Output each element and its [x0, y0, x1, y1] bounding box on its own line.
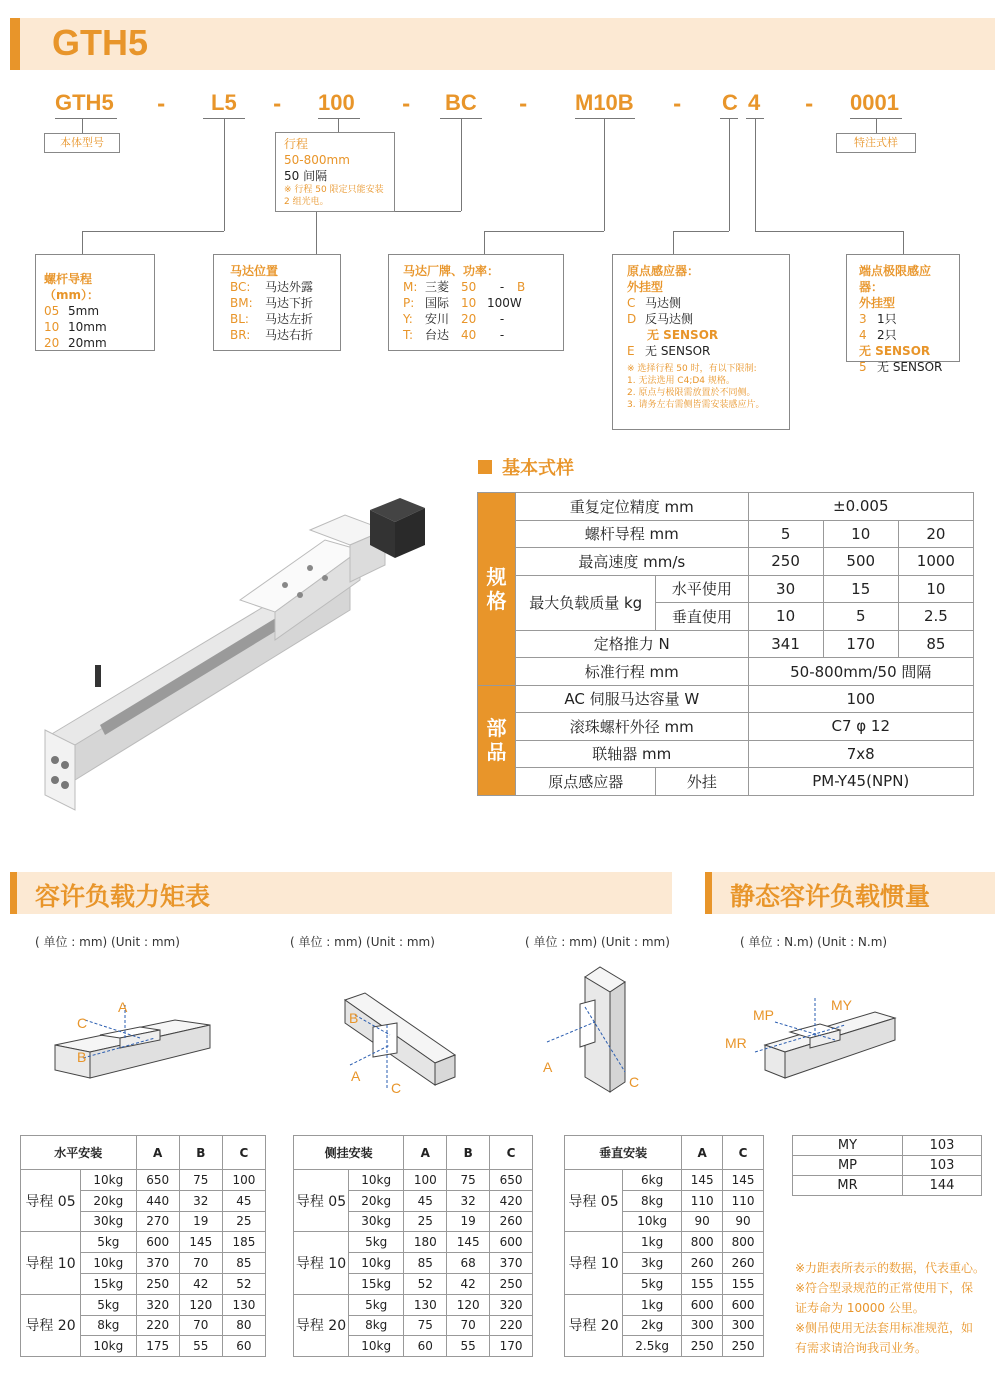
special-spec-label: 特注式样 — [836, 133, 916, 153]
svg-text:B: B — [349, 1010, 359, 1026]
model-seg-body: GTH5 — [55, 90, 114, 115]
side-mount-diagram — [335, 985, 475, 1100]
model-dash: - — [157, 92, 166, 116]
model-dash: - — [273, 92, 282, 116]
header-bar — [10, 18, 995, 70]
model-seg-motor: M10B — [575, 90, 634, 115]
header-accent — [10, 18, 20, 70]
lead-box: 螺杆导程（mm）： 05 5mm 10 10mm 20 20mm — [35, 254, 155, 351]
origin-sensor-box: 原点感应器： 外挂型 C 马达侧 D 反马达侧 无 SENSOR E 无 SENSOR ※ 选择行程 50 时，有以下限制: 1. 无法选用 C4;D4 规格。 2. 原点与极限需放置於不同侧。 3. 请务左右需侧皆需安装感应片。 — [612, 254, 790, 430]
inertia-section-title: 静态容许负载惯量 — [730, 882, 931, 911]
svg-text:MP: MP — [753, 1007, 774, 1023]
svg-text:MY: MY — [831, 997, 852, 1013]
unit-label: ( 单位 : N.m) (Unit : N.m) — [740, 935, 888, 949]
spec-label: 重复定位精度 mm — [516, 493, 748, 521]
svg-text:MR: MR — [725, 1035, 747, 1051]
svg-text:A: A — [351, 1068, 361, 1084]
motor-brand-box: 马达厂牌、功率： M: 三菱 50 - B P: 国际 10 100W Y: 安川 20 - T: 台达 40 - — [388, 254, 564, 351]
spec-side-label: 规格 — [478, 493, 516, 686]
diagram-label-a: A — [118, 999, 128, 1015]
diagram-label-c: C — [77, 1015, 88, 1031]
static-moment-table: MY 103 MP 103 MR 144 — [792, 1135, 982, 1196]
diagram-label-b: B — [77, 1049, 87, 1065]
inertia-section-accent — [705, 872, 712, 914]
page-title: GTH5 — [52, 22, 149, 63]
model-seg-stroke: 100 — [318, 90, 355, 115]
unit-label: ( 单位 : mm) (Unit : mm) — [35, 935, 180, 949]
spec-table: 规格 重复定位精度 mm ±0.005 螺杆导程 mm 5 10 20 最高速度 mm/s 250 500 1000 最大负载质量 kg 水平使用 30 15 10 垂直使用 10 5 2.5 定格推力 N 341 170 85 标准行程 mm 50-800mm/50 間隔 部品 AC 伺服马达容量 W 100 滚珠螺杆外径 mm C7 φ 12 联轴器 mm 7x8 原点感应器 外挂 PM-Y45(NPN) — [477, 492, 974, 796]
model-dash: - — [402, 92, 411, 116]
model-dash: - — [673, 92, 682, 116]
vertical-mount-diagram — [535, 962, 655, 1097]
svg-text:A: A — [543, 1059, 553, 1075]
side-mount-table: 侧挂安装 A B C 导程 05 10kg 100 75 650 20kg 45 32 420 30kg 25 19 260 导程 10 5kg 180 145 600 10kg 85 68 370 15kg 52 42 250 导程 20 5kg 130 120 320 8kg 75 70 220 10kg 60 55 170 — [293, 1135, 533, 1357]
spec-value: ±0.005 — [748, 493, 973, 521]
svg-text:C: C — [629, 1074, 640, 1090]
svg-text:C: C — [391, 1080, 402, 1096]
model-dash: - — [805, 92, 814, 116]
model-dash: - — [519, 92, 528, 116]
model-seg-motor-pos: BC — [445, 90, 477, 115]
unit-label: ( 单位 : mm) (Unit : mm) — [525, 935, 670, 949]
motor-position-box: 马达位置 BC: 马达外露 BM: 马达下折 BL: 马达左折 BR: 马达右折 — [213, 254, 341, 351]
model-seg-lead: L5 — [211, 90, 237, 115]
notes: ※力距表所表示的数据，代表重心。 ※符合型录规范的正常使用下，保 证寿命为 10000 公里。 ※侧吊使用无法套用标准规范，如 有需求请洽询我司业务。 — [795, 1261, 986, 1355]
moment-section-accent — [10, 872, 17, 914]
vertical-mount-table: 垂直安装 A C 导程 05 6kg 145 145 8kg 110 110 10kg 90 90 导程 10 1kg 800 800 3kg 260 260 5kg 155 155 导程 20 1kg 600 600 2kg 300 300 2.5kg 250 250 — [564, 1135, 764, 1357]
body-model-label: 本体型号 — [44, 133, 120, 153]
stroke-box: 行程 50-800mm 50 间隔 ※ 行程 50 限定只能安装 2 组光电。 — [275, 132, 395, 212]
product-image — [40, 490, 440, 820]
model-seg-special: 0001 — [850, 90, 899, 115]
inertia-diagram — [725, 990, 905, 1090]
horizontal-mount-table: 水平安装 A B C 导程 05 10kg 650 75 100 20kg 440 32 45 30kg 270 19 25 导程 10 5kg 600 145 185 10kg 370 70 85 15kg 250 42 52 导程 20 5kg 320 120 130 8kg 220 70 80 10kg 175 55 60 — [20, 1135, 266, 1357]
horizontal-mount-diagram — [45, 990, 225, 1090]
moment-section-title: 容许负载力矩表 — [35, 882, 211, 911]
parts-side-label: 部品 — [478, 685, 516, 795]
unit-label: ( 单位 : mm) (Unit : mm) — [290, 935, 435, 949]
spec-section-marker — [478, 460, 492, 474]
spec-section-title: 基本式样 — [502, 458, 574, 479]
model-seg-origin: C — [722, 90, 738, 115]
model-seg-limit: 4 — [748, 90, 761, 115]
limit-sensor-box: 端点极限感应器： 外挂型 3 1只 4 2只 无 SENSOR 5 无 SENSOR — [846, 254, 960, 362]
